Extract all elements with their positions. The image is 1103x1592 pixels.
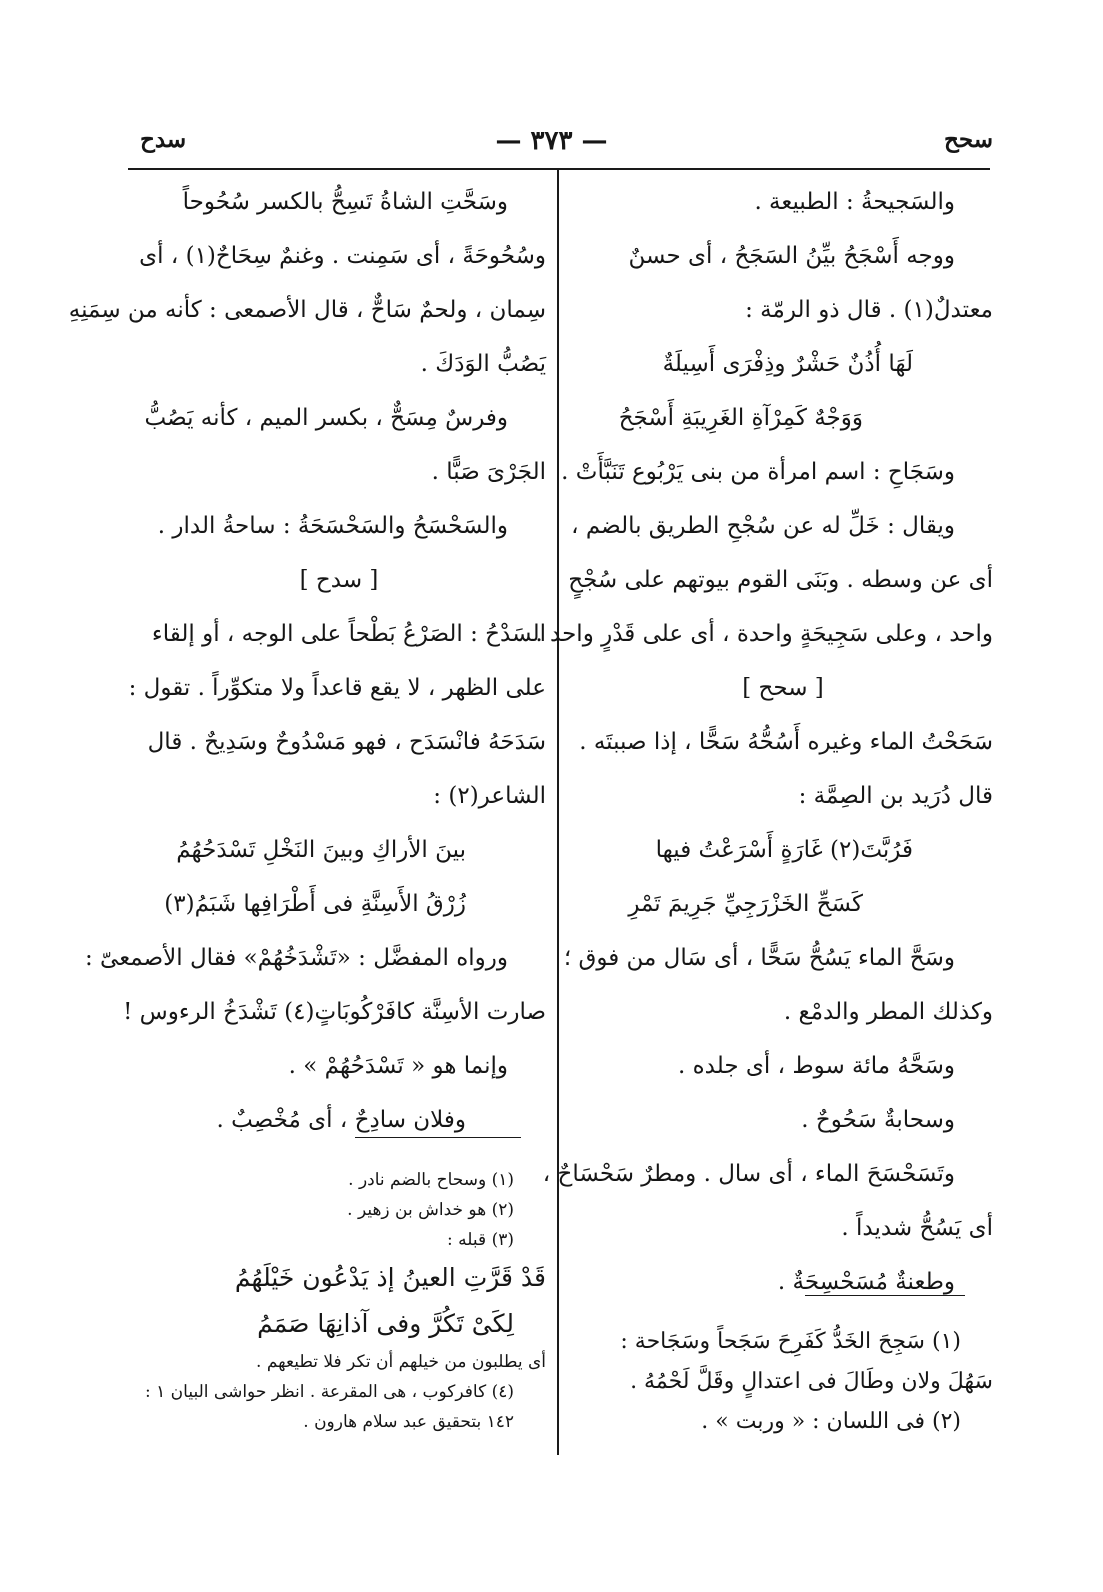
text-line: وسحابةٌ سَحُوحٌ .: [801, 1107, 955, 1133]
text-line: يَصُبُّ الوَدَكَ .: [420, 351, 546, 377]
header-rule: [128, 168, 990, 170]
verse-line: بينَ الأراكِ وبينَ النَخْلِ تَسْدَحُهُمُ: [176, 837, 466, 863]
text-line: والسَجيحةُ : الطبيعة .: [754, 189, 955, 215]
text-line: وسُحُوحَةً ، أى سَمِنت . وغنمٌ سِحَاحٌ(١) ، أى: [139, 243, 546, 269]
footnote-verse: قَدْ قَرَّتِ العينُ إذ يَدْعُون خَيْلَهُمُ: [234, 1263, 546, 1292]
text-line: أى عن وسطه . وبَنَى القوم بيوتهم على سُجْحٍ: [568, 567, 993, 593]
footnote-rule: [805, 1295, 965, 1296]
text-line: على الظهر ، لا يقع قاعداً ولا متكوِّراً . تقول :: [128, 675, 546, 701]
text-line: وفلان سادِحٌ ، أى مُخْصِبٌ .: [216, 1107, 466, 1133]
footnote-verse: لِكَىْ تَكُرَّ وفى آذانِهَا صَمَمُ: [257, 1309, 514, 1338]
text-line: الجَرْىَ صَبًّا .: [431, 459, 546, 485]
text-line: سَحَحْتُ الماء وغيره أَسُحُّهُ سَحًّا ، إذا صببتَه .: [579, 729, 993, 755]
section-heading: [ سحح ]: [742, 675, 824, 701]
verse-line: كَسَحِّ الخَزْرَجِيِّ جَرِيمَ تَمْرِ: [628, 891, 863, 917]
text-line: ووجه أَسْجَحُ بيِّنُ السَجَحُ ، أى حسنٌ: [628, 243, 955, 269]
text-line: صارت الأسِنَّة كافَرْكُوبَاتٍ(٤) تَشْدَخُ الرءوس !: [123, 999, 546, 1025]
footnote-rule: [355, 1137, 521, 1138]
footnote-line: (٢) هو خداش بن زهير .: [347, 1200, 514, 1220]
text-line: وإنما هو « تَسْدَحُهُمْ » .: [288, 1053, 508, 1079]
header-root-word-right: سحح: [944, 126, 993, 153]
footnote-line: أى يطلبون من خيلهم أن تكر فلا تطيعهم .: [256, 1352, 546, 1372]
footnote-line: ١٤٢ بتحقيق عبد سلام هارون .: [303, 1412, 514, 1432]
text-line: وطعنةٌ مُسَحْسِحَةٌ .: [777, 1269, 955, 1295]
text-line: الشاعر(٢) :: [433, 783, 546, 809]
header-root-word-left: سدح: [140, 126, 187, 153]
text-line: السَدْحُ : الصَرْعُ بَطْحاً على الوجه ، أو إلقاء: [151, 621, 546, 647]
right-column: [535, 175, 993, 1309]
text-line: قال دُرَيد بن الصِمَّة :: [798, 783, 993, 809]
text-line: واحد ، وعلى سَجِيحَةٍ واحدة ، أى على قَدْرٍ واحد .: [535, 621, 993, 647]
text-line: وسَحَّ الماء يَسُحُّ سَحًّا ، أى سَال من فوق ؛: [563, 945, 955, 971]
footnote-line: (١) سَجِحَ الخَدُّ كَفَرِحَ سَجَحاً وسَجَاحة :: [620, 1329, 961, 1354]
text-line: سَدَحَهُ فانْسَدَح ، فهو مَسْدُوحٌ وسَدِيحٌ . قال: [147, 729, 546, 755]
verse-line: زُرْقُ الأَسِنَّةِ فى أَطْرَافِها شَبَمُ(٣): [164, 891, 466, 917]
footnote-line: (٣) قبله :: [447, 1230, 514, 1250]
text-line: وكذلك المطر والدمْع .: [783, 999, 993, 1025]
left-footnotes: [132, 1165, 546, 1437]
text-line: والسَحْسَحُ والسَحْسَحَةُ : ساحةُ الدار .: [157, 513, 508, 539]
text-line: معتدلٌ(١) . قال ذو الرمّة :: [745, 297, 993, 323]
text-line: وفرسٌ مِسَحٌّ ، بكسر الميم ، كأنه يَصُبُّ: [144, 405, 508, 431]
text-line: ورواه المفضَّل : «تَشْدَخُهُمْ» فقال الأصمعىّ :: [84, 945, 508, 971]
verse-line: وَوَجْهٌ كَمِرْآةِ الغَرِيبَةِ أَسْجَحُ: [618, 405, 863, 431]
text-line: وسَحَّتِ الشاةُ تَسِحُّ بالكسر سُحُوحاً: [182, 189, 508, 215]
footnote-line: (٢) فى اللسان : « وربت » .: [701, 1409, 961, 1434]
footnote-line: (١) وسحاح بالضم نادر .: [348, 1170, 514, 1190]
text-line: وتَسَحْسَحَ الماء ، أى سال . ومطرٌ سَحْسَاحٌ ،: [542, 1161, 955, 1187]
verse-line: لَهَا أُذُنٌ حَشْرٌ وذِفْرَى أَسِيلَةٌ: [662, 351, 913, 377]
verse-line: فَرُبَّتَ(٢) غَارَةٍ أَسْرَعْتُ فيها: [655, 837, 913, 863]
text-line: ويقال : خَلِّ له عن سُجْحِ الطريق بالضم ،: [571, 513, 955, 539]
right-footnotes: [573, 1322, 993, 1442]
footnote-line: (٤) كافركوب ، هى المقرعة . انظر حواشى البيان ١ :: [144, 1382, 514, 1402]
text-line: وسَحَّهُ مائة سوط ، أى جلده .: [678, 1053, 955, 1079]
text-line: سِمان ، ولحمٌ سَاحٌّ ، قال الأصمعى : كأنه من سِمَنِهِ: [68, 297, 546, 323]
section-heading: [ سدح ]: [299, 567, 379, 593]
column-divider: [557, 170, 559, 1455]
text-line: وسَجَاحِ : اسم امرأة من بنى يَرْبُوع تَنَبَّأَتْ .: [561, 459, 955, 485]
text-line: أى يَسُحُّ شديداً .: [841, 1215, 993, 1241]
left-column: [68, 175, 546, 1147]
page-number: — ٣٧٣ —: [495, 126, 608, 156]
footnote-line: سَهُلَ ولان وطَالَ فى اعتدالٍ وقَلَّ لَحْمُهُ .: [630, 1369, 993, 1394]
